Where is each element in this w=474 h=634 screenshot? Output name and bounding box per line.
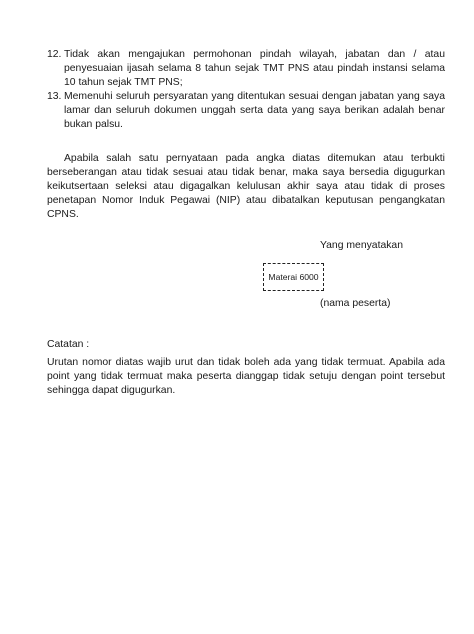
materai-stamp-text: Materai 6000 xyxy=(268,272,319,282)
notes-title: Catatan : xyxy=(47,339,90,350)
signature-label: Yang menyatakan xyxy=(320,240,403,251)
signature-name: (nama peserta) xyxy=(320,298,391,309)
list-item-number: 12. xyxy=(47,49,62,60)
materai-stamp-box xyxy=(263,263,324,291)
list-item-text: Tidak akan mengajukan permohonan pindah wilayah, jabatan dan / atau penyesuaian ijasah selama 8 tahun sejak TMT PNS atau pindah instansi selama 10 tahun sejak TMT PNS; xyxy=(64,49,445,88)
consequence-paragraph: Apabila salah satu pernyataan pada angka diatas ditemukan atau terbukti berseberangan atau tidak sesuai atau tidak benar, maka saya bersedia digugurkan keikutsertaan seleksi atau digagalkan kelulusan akhir saya atau tidak di proses penetapan Nomor Induk Pegawai (NIP) atau dibatalkan keputusan pengangkatan CPNS. xyxy=(47,153,445,220)
list-item-text: Memenuhi seluruh persyaratan yang ditentukan sesuai dengan jabatan yang saya lamar dan seluruh dokumen unggah serta data yang saya berikan adalah benar bukan palsu. xyxy=(64,91,445,130)
list-item xyxy=(47,48,445,90)
statement-list xyxy=(47,48,445,132)
notes-text: Urutan nomor diatas wajib urut dan tidak boleh ada yang tidak termuat. Apabila ada point yang tidak termuat maka peserta dianggap tidak setuju dengan point tersebut sehingga dapat digugurkan. xyxy=(47,357,445,396)
list-item-number: 13. xyxy=(47,91,62,102)
list-item xyxy=(47,90,445,132)
